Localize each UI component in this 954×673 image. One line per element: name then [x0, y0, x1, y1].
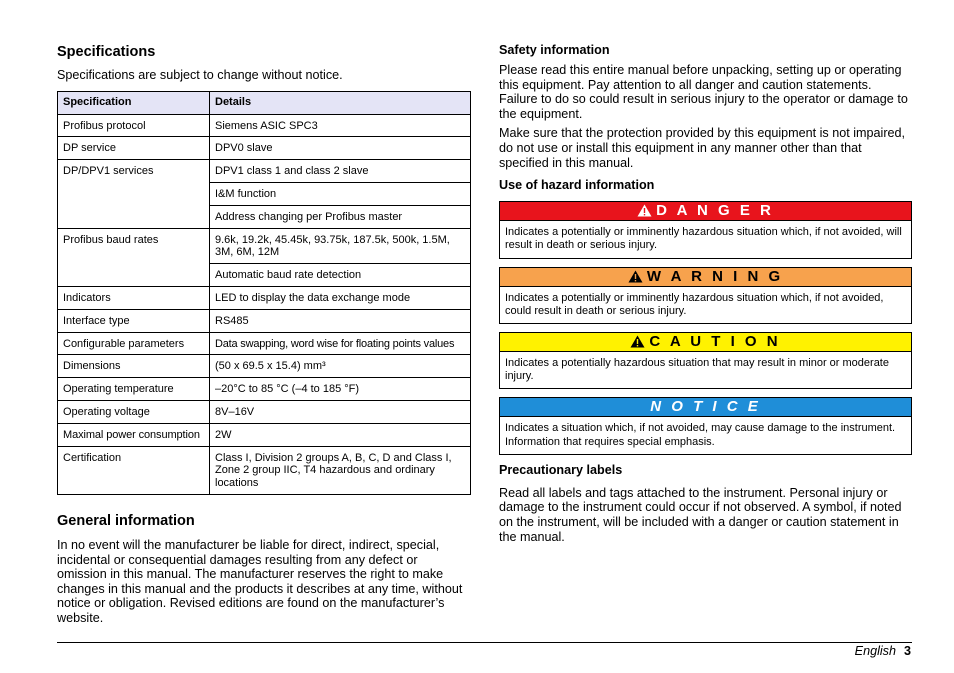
caution-text: Indicates a potentially hazardous situation that may result in minor or moderate injury.	[505, 356, 889, 383]
caution-label: C A U T I O N	[649, 332, 781, 350]
danger-box	[499, 201, 912, 258]
details-cell: LED to display the data exchange mode	[210, 286, 471, 309]
spec-cell: Dimensions	[58, 355, 210, 378]
warning-box	[499, 267, 912, 324]
table-row	[58, 378, 471, 401]
spec-cell: Indicators	[58, 286, 210, 309]
precautionary-labels-heading: Precautionary labels	[499, 462, 623, 477]
table-row	[58, 137, 471, 160]
details-cell: RS485	[210, 309, 471, 332]
table-row	[58, 160, 471, 183]
page-footer	[855, 644, 911, 658]
notice-text: Indicates a situation which, if not avoided, may cause damage to the instrument. Information that requires special emphasis.	[505, 422, 896, 448]
details-cell: Class I, Division 2 groups A, B, C, D and Class I, Zone 2 group IIC, T4 hazardous and ordinary locations	[210, 446, 471, 494]
details-cell: –20°C to 85 °C (–4 to 185 °F)	[210, 378, 471, 401]
spec-cell: Configurable parameters	[58, 332, 210, 355]
safety-paragraph-1: Please read this entire manual before unpacking, setting up or operating this equipment. Pay attention to all danger and caution statements. Failure to do so could result in serious injury to the operator or damage to the equipment.	[499, 63, 908, 121]
warning-triangle-icon	[630, 335, 645, 348]
table-row	[58, 400, 471, 423]
warning-text: Indicates a potentially or imminently hazardous situation which, if not avoided, could result in death or serious injury.	[505, 291, 884, 317]
notice-label: N O T I C E	[650, 398, 761, 416]
table-row	[58, 228, 471, 264]
table-row	[58, 114, 471, 137]
spec-cell: Certification	[58, 446, 210, 494]
table-row	[58, 309, 471, 332]
warning-bar	[500, 268, 911, 287]
spec-cell: DP service	[58, 137, 210, 160]
page-number: 3	[903, 644, 911, 658]
details-cell: 8V–16V	[210, 400, 471, 423]
details-cell: 9.6k, 19.2k, 45.45k, 93.75k, 187.5k, 500k, 1.5M, 3M, 6M, 12M	[210, 228, 471, 264]
specifications-heading: Specifications	[57, 44, 156, 60]
footer-divider	[57, 642, 912, 643]
details-cell: (50 x 69.5 x 15.4) mm³	[210, 355, 471, 378]
general-information-text: In no event will the manufacturer be liable for direct, indirect, special, incidental or consequential damages resulting from any defect or omission in this manual. The manufacturer reserves the right to make changes in this manual and the products it describes at any time, without notice or obligation. Revised editions are found on the manufacturer’s website.	[57, 537, 463, 625]
spec-cell: Profibus baud rates	[58, 228, 210, 286]
table-row	[58, 446, 471, 494]
spec-cell: DP/DPV1 services	[58, 160, 210, 228]
footer-language: English	[854, 644, 896, 658]
spec-cell: Maximal power consumption	[58, 423, 210, 446]
table-row	[58, 423, 471, 446]
table-row	[58, 286, 471, 309]
details-cell: DPV0 slave	[210, 137, 471, 160]
caution-bar	[500, 333, 911, 352]
general-information-heading: General information	[57, 512, 195, 529]
warning-triangle-icon	[637, 204, 652, 217]
table-row	[58, 332, 471, 355]
spec-cell: Profibus protocol	[58, 114, 210, 137]
details-cell: Automatic baud rate detection	[210, 264, 471, 287]
warning-triangle-icon	[628, 270, 643, 283]
details-cell: Siemens ASIC SPC3	[210, 114, 471, 137]
spec-cell: Operating temperature	[58, 378, 210, 401]
hazard-information-heading: Use of hazard information	[499, 178, 655, 193]
notice-box	[499, 397, 912, 454]
details-cell: I&M function	[210, 182, 471, 205]
notice-bar	[500, 398, 911, 417]
spec-cell: Interface type	[58, 309, 210, 332]
danger-bar	[500, 202, 911, 221]
specifications-table	[57, 91, 471, 495]
left-column	[57, 40, 470, 626]
spec-cell: Operating voltage	[58, 400, 210, 423]
warning-label: W A R N I N G	[646, 267, 784, 285]
danger-label: D A N G E R	[656, 202, 774, 220]
table-row	[58, 355, 471, 378]
details-cell: Data swapping, word wise for floating points values	[210, 332, 471, 355]
caution-box	[499, 332, 912, 389]
precautionary-labels-text: Read all labels and tags attached to the instrument. Personal injury or damage to the instrument could occur if not observed. A symbol, if noted on the instrument, will be included with a danger or caution statement in the manual.	[499, 485, 902, 544]
details-cell: DPV1 class 1 and class 2 slave	[210, 160, 471, 183]
details-cell: Address changing per Profibus master	[210, 205, 471, 228]
details-cell: 2W	[210, 423, 471, 446]
danger-text: Indicates a potentially or imminently hazardous situation which, if not avoided, will result in death or serious injury.	[505, 226, 902, 252]
column-header-details: Details	[210, 91, 471, 114]
safety-paragraph-2: Make sure that the protection provided by this equipment is not impaired, do not use or install this equipment in any manner other than that specified in this manual.	[499, 126, 906, 170]
column-header-specification: Specification	[58, 91, 210, 114]
table-header-row	[58, 91, 471, 114]
safety-information-heading: Safety information	[499, 43, 610, 57]
right-column	[499, 40, 912, 544]
specifications-intro: Specifications are subject to change without notice.	[57, 68, 343, 82]
